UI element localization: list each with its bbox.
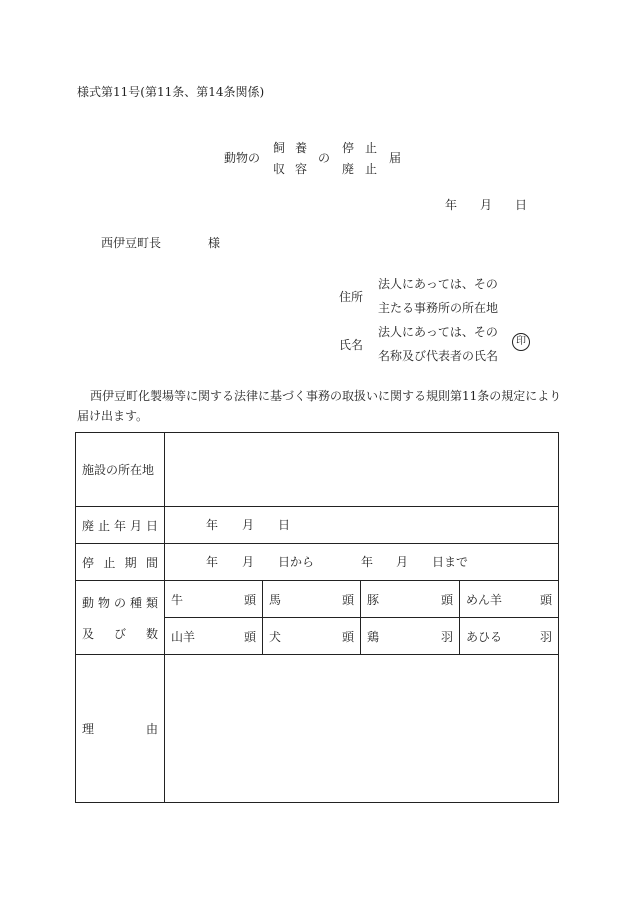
facility-value[interactable] <box>165 433 559 507</box>
statement-line-1: 西伊豆町化製場等に関する法律に基づく事務の取扱いに関する規則第11条の規定により <box>90 389 562 403</box>
title-bottom-1: 収 <box>273 162 286 176</box>
reason-value[interactable] <box>165 655 559 803</box>
animals-row-1 <box>76 581 559 618</box>
seal-mark: 印 <box>512 333 530 351</box>
title-top-2: 養 <box>295 141 308 155</box>
title-bottom-right-2: 止 <box>365 162 378 176</box>
animals-label: 動 物 の 種 類 及 び 数 <box>76 581 165 655</box>
animal-cell[interactable]: 山羊 頭 <box>165 618 263 655</box>
animal-cell[interactable]: 犬 頭 <box>263 618 361 655</box>
title-suffix: 届 <box>389 151 402 165</box>
title-mid: の <box>318 151 331 165</box>
title-prefix: 動物の <box>224 151 261 165</box>
abolish-date-value[interactable]: 年 月 日 <box>165 507 559 544</box>
stop-period-label: 停 止 期 間 <box>76 544 165 581</box>
date-month: 月 <box>480 198 493 212</box>
animal-cell[interactable]: 馬 頭 <box>263 581 361 618</box>
date-year: 年 <box>445 198 458 212</box>
name-label: 氏名 <box>339 338 364 352</box>
animal-cell[interactable]: めん羊 頭 <box>460 581 559 618</box>
stop-period-row <box>76 544 559 581</box>
abolish-date-row <box>76 507 559 544</box>
name-note-1: 法人にあっては、その <box>378 325 498 339</box>
title-bottom-2: 容 <box>295 162 308 176</box>
stop-period-value[interactable]: 年 月 日から 年 月 日まで <box>165 544 559 581</box>
date-day: 日 <box>515 198 528 212</box>
addressee-name: 西伊豆町長 <box>101 236 162 250</box>
address-note-1: 法人にあっては、その <box>378 277 498 291</box>
abolish-date-label: 廃 止 年 月 日 <box>76 507 165 544</box>
form-table <box>75 432 559 803</box>
reason-label: 理 由 <box>76 655 165 803</box>
title-top-right-1: 停 <box>342 141 355 155</box>
facility-label: 施設の所在地 <box>76 433 165 507</box>
facility-row <box>76 433 559 507</box>
title-bottom-right-1: 廃 <box>342 162 355 176</box>
name-note-2: 名称及び代表者の氏名 <box>378 349 499 363</box>
reason-row <box>76 655 559 803</box>
addressee-honorific: 様 <box>208 236 221 250</box>
animal-cell[interactable]: あひる 羽 <box>460 618 559 655</box>
title-top-1: 飼 <box>273 141 286 155</box>
statement-line-2: 届け出ます。 <box>77 409 149 423</box>
animal-cell[interactable]: 鶏 羽 <box>361 618 460 655</box>
animal-cell[interactable]: 豚 頭 <box>361 581 460 618</box>
animal-cell[interactable]: 牛 頭 <box>165 581 263 618</box>
address-label: 住所 <box>339 290 364 304</box>
form-number: 様式第11号(第11条、第14条関係) <box>77 85 265 99</box>
title-top-right-2: 止 <box>365 141 378 155</box>
address-note-2: 主たる事務所の所在地 <box>378 301 499 315</box>
